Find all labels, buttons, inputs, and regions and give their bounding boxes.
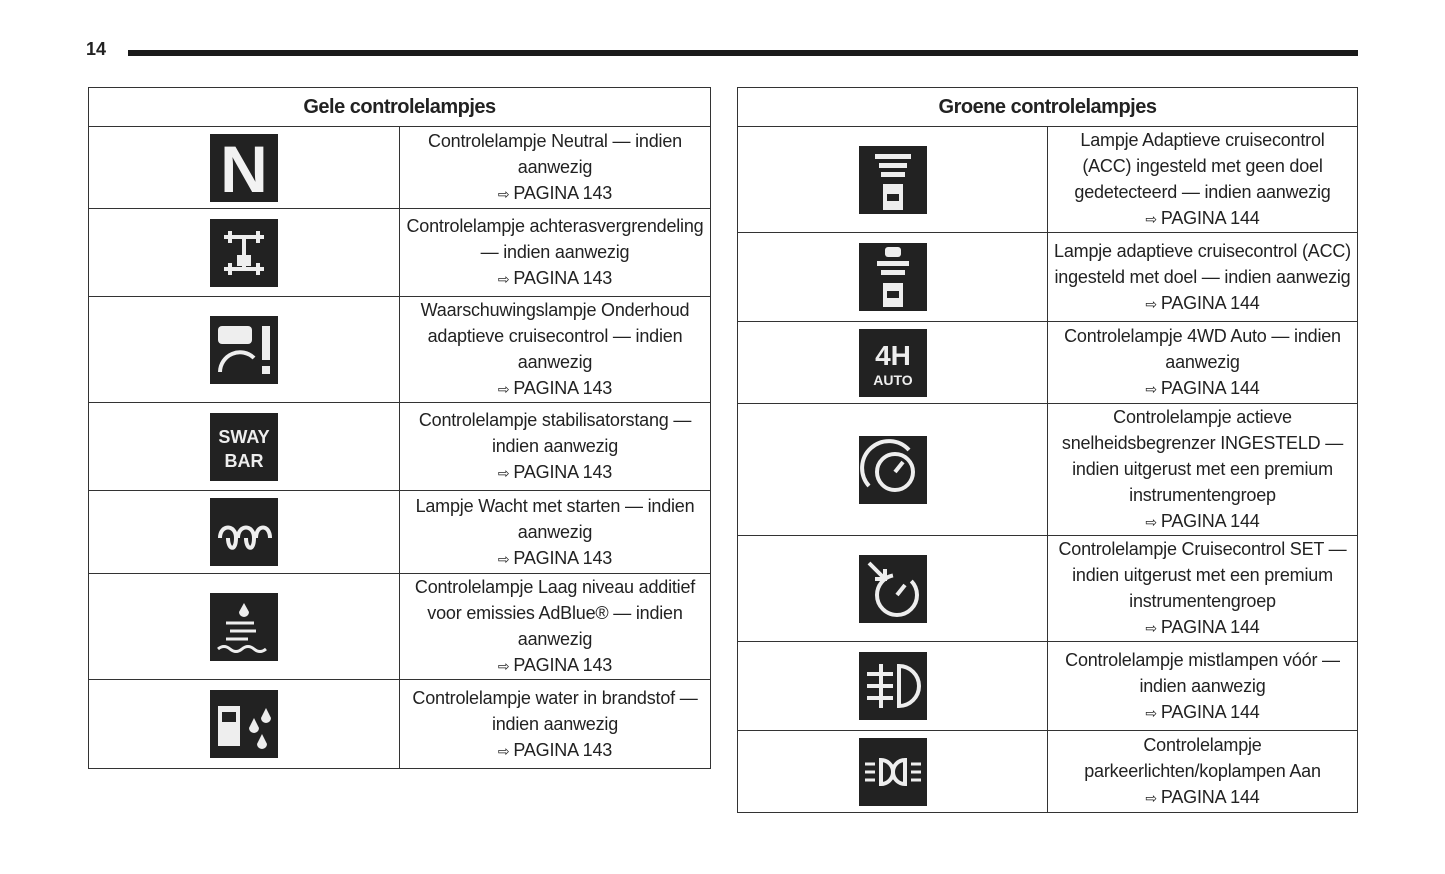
- page-reference-text: PAGINA 143: [513, 378, 613, 398]
- icon-label: SWAY: [218, 426, 270, 447]
- green-indicators-table: [737, 87, 1358, 813]
- table-row: [89, 491, 711, 574]
- icon-cell: [738, 642, 1048, 731]
- arrow-right-icon: ⇨: [497, 550, 510, 567]
- arrow-right-icon: ⇨: [1145, 211, 1157, 227]
- icon-cell: [738, 404, 1048, 536]
- description-text: Controlelampje Neutral — indien aanwezig: [428, 131, 682, 177]
- description-cell: [400, 403, 711, 491]
- table-row: [738, 731, 1358, 813]
- front-fog-icon: [859, 652, 927, 720]
- description-text: Lampje Adaptieve cruisecontrol (ACC) ingesteld met geen doel gedetecteerd — indien aanwezig: [1074, 130, 1331, 202]
- page-reference-text: PAGINA 144: [1160, 378, 1260, 398]
- icon-cell: [89, 680, 400, 769]
- page-reference-link[interactable]: [406, 375, 704, 402]
- wait-to-start-icon: [210, 498, 278, 566]
- page-reference-text: PAGINA 144: [1160, 701, 1260, 722]
- table-row: [89, 680, 711, 769]
- icon-label: 4H: [874, 339, 911, 371]
- neutral-icon: [210, 134, 278, 202]
- page-reference-text: PAGINA 144: [1160, 292, 1260, 313]
- table-row: [89, 297, 711, 403]
- acc-service-icon: [210, 316, 278, 384]
- page-reference-link[interactable]: [1054, 784, 1351, 811]
- description-text: Waarschuwingslampje Onderhoud adaptieve cruisecontrol — indien aanwezig: [420, 300, 690, 372]
- table-row: [738, 322, 1358, 404]
- table-title: Groene controlelampjes: [738, 88, 1358, 127]
- page-reference-link[interactable]: [406, 180, 704, 207]
- page-reference-text: PAGINA 143: [513, 462, 613, 482]
- description-text: Controlelampje achterasvergrendeling — indien aanwezig: [406, 216, 704, 262]
- description-text: Lampje adaptieve cruisecontrol (ACC) ingesteld met doel — indien aanwezig: [1054, 240, 1351, 287]
- arrow-right-icon: ⇨: [497, 465, 510, 481]
- description-text: Controlelampje water in brandstof — indien aanwezig: [412, 687, 698, 734]
- table-row: [738, 404, 1358, 536]
- icon-label: BAR: [224, 450, 264, 471]
- page-reference-text: PAGINA 144: [1160, 208, 1260, 228]
- page-reference-text: PAGINA 143: [513, 183, 613, 203]
- page-reference-link[interactable]: [1054, 290, 1351, 317]
- description-cell: [400, 680, 711, 769]
- icon-cell: [89, 127, 400, 209]
- rear-axle-lock-icon: [210, 219, 278, 287]
- header-rule: [128, 50, 1358, 56]
- arrow-right-icon: ⇨: [497, 742, 510, 759]
- table-row: [89, 403, 711, 491]
- page-reference-text: PAGINA 143: [513, 268, 613, 288]
- description-text: Controlelampje stabilisatorstang — indien aanwezig: [418, 410, 692, 456]
- page-number: 14: [86, 39, 107, 59]
- icon-cell: [738, 127, 1048, 233]
- page-reference-link[interactable]: [1054, 508, 1351, 535]
- page-reference-text: PAGINA 143: [513, 547, 613, 568]
- arrow-right-icon: ⇨: [1145, 514, 1157, 530]
- table-row: [89, 574, 711, 680]
- table-row: [738, 642, 1358, 731]
- description-cell: [1048, 404, 1358, 536]
- icon-cell: [89, 574, 400, 680]
- sway-bar-icon: [210, 413, 278, 481]
- page-reference-link[interactable]: [1054, 205, 1351, 232]
- arrow-right-icon: ⇨: [497, 186, 510, 202]
- table-row: [89, 127, 711, 209]
- svg-text:N: N: [220, 133, 268, 202]
- description-cell: [400, 297, 711, 403]
- description-cell: [1048, 731, 1358, 813]
- description-text: Controlelampje mistlampen vóór — indien aanwezig: [1065, 649, 1340, 696]
- description-text: Controlelampje 4WD Auto — indien aanwezig: [1064, 326, 1341, 372]
- table-row: [738, 127, 1358, 233]
- arrow-right-icon: ⇨: [1145, 295, 1157, 312]
- icon-cell: [89, 403, 400, 491]
- parking-lights-icon: [859, 738, 927, 806]
- arrow-right-icon: ⇨: [497, 381, 510, 397]
- water-in-fuel-icon: [210, 690, 278, 758]
- page-reference-text: PAGINA 143: [513, 655, 613, 675]
- description-cell: [1048, 127, 1358, 233]
- page-reference-link[interactable]: [406, 459, 704, 486]
- page-reference-link[interactable]: [406, 737, 704, 764]
- description-text: Controlelampje Laag niveau additief voor emissies AdBlue® — indien aanwezig: [414, 577, 696, 649]
- page-reference-link[interactable]: [1054, 699, 1351, 726]
- icon-cell: [738, 536, 1048, 642]
- arrow-right-icon: ⇨: [497, 658, 510, 674]
- description-cell: [1048, 322, 1358, 404]
- page-reference-link[interactable]: [406, 652, 704, 679]
- arrow-right-icon: ⇨: [1145, 790, 1157, 806]
- speed-limiter-icon: [859, 436, 927, 504]
- description-cell: [400, 127, 711, 209]
- icon-label: AUTO: [872, 371, 913, 388]
- description-cell: [1048, 642, 1358, 731]
- description-text: Controlelampje parkeerlichten/koplampen Aan: [1084, 735, 1321, 781]
- arrow-right-icon: ⇨: [1145, 381, 1157, 397]
- acc-no-target-icon: [859, 146, 927, 214]
- icon-cell: [738, 731, 1048, 813]
- description-cell: [400, 209, 711, 297]
- page-reference-text: PAGINA 144: [1160, 617, 1260, 637]
- table-row: [738, 536, 1358, 642]
- page-reference-link[interactable]: [406, 265, 704, 292]
- icon-cell: [738, 322, 1048, 404]
- acc-target-icon: [859, 243, 927, 311]
- icon-cell: [89, 297, 400, 403]
- table-row: [738, 233, 1358, 322]
- arrow-right-icon: ⇨: [1145, 704, 1157, 721]
- page-reference-link[interactable]: [1054, 375, 1351, 402]
- page-reference-link[interactable]: [1054, 614, 1351, 641]
- page-reference-link[interactable]: [406, 545, 704, 572]
- cruise-set-icon: [859, 555, 927, 623]
- description-cell: [1048, 536, 1358, 642]
- description-cell: [400, 491, 711, 574]
- description-cell: [400, 574, 711, 680]
- table-title: Gele controlelampjes: [89, 88, 711, 127]
- description-cell: [1048, 233, 1358, 322]
- adblue-icon: [210, 593, 278, 661]
- arrow-right-icon: ⇨: [1145, 620, 1157, 636]
- yellow-indicators-table: [88, 87, 711, 769]
- arrow-right-icon: ⇨: [497, 271, 510, 287]
- page-reference-text: PAGINA 143: [513, 739, 613, 760]
- icon-cell: [89, 491, 400, 574]
- description-text: Lampje Wacht met starten — indien aanwezig: [415, 495, 695, 542]
- table-row: [89, 209, 711, 297]
- description-text: Controlelampje Cruisecontrol SET — indien uitgerust met een premium instrumentengroep: [1058, 539, 1347, 611]
- page-reference-text: PAGINA 144: [1160, 511, 1260, 531]
- 4wd-auto-icon: [859, 329, 927, 397]
- icon-cell: [738, 233, 1048, 322]
- description-text: Controlelampje actieve snelheidsbegrenzer INGESTELD — indien uitgerust met een premium instrumentengroep: [1061, 407, 1344, 505]
- icon-cell: [89, 209, 400, 297]
- page-reference-text: PAGINA 144: [1160, 787, 1260, 807]
